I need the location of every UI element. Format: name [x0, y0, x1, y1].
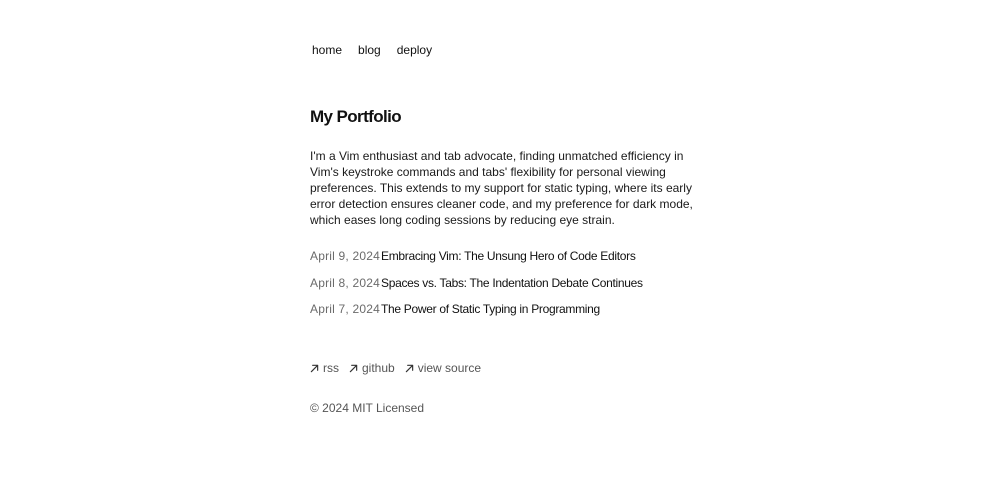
copyright-text: © 2024 MIT Licensed — [310, 401, 425, 415]
post-list — [310, 249, 643, 329]
view-source-link[interactable] — [405, 361, 481, 375]
rss-link-label: rss — [323, 361, 339, 375]
nav-link-deploy[interactable]: deploy — [396, 43, 433, 57]
list-item — [310, 302, 643, 329]
list-item — [310, 276, 643, 303]
post-date: April 7, 2024 — [310, 302, 380, 316]
github-link-label: github — [362, 361, 395, 375]
github-link[interactable] — [349, 361, 395, 375]
post-date: April 9, 2024 — [310, 249, 380, 263]
rss-link[interactable] — [310, 361, 339, 375]
main-nav — [310, 40, 446, 60]
arrow-up-right-icon — [349, 364, 358, 373]
arrow-up-right-icon — [310, 364, 319, 373]
bio-paragraph: I'm a Vim enthusiast and tab advocate, finding unmatched efficiency in Vim's keystroke commands and tabs' flexibility for personal viewing preferences. This extends to my support for static typing, where its early error detection ensures cleaner code, and my preference for dark mode, which eases long coding sessions by reducing eye strain. — [310, 149, 693, 227]
nav-link-blog[interactable]: blog — [358, 43, 381, 57]
arrow-up-right-icon — [405, 364, 414, 373]
nav-link-home[interactable]: home — [312, 43, 343, 57]
post-link[interactable]: Embracing Vim: The Unsung Hero of Code Editors — [381, 249, 636, 263]
view-source-link-label: view source — [417, 361, 482, 375]
footer-links — [310, 361, 481, 375]
post-link[interactable]: Spaces vs. Tabs: The Indentation Debate Continues — [381, 275, 643, 290]
post-date: April 8, 2024 — [310, 275, 380, 290]
post-link[interactable]: The Power of Static Typing in Programming — [381, 302, 600, 316]
page-title: My Portfolio — [310, 107, 402, 126]
list-item — [310, 249, 643, 276]
